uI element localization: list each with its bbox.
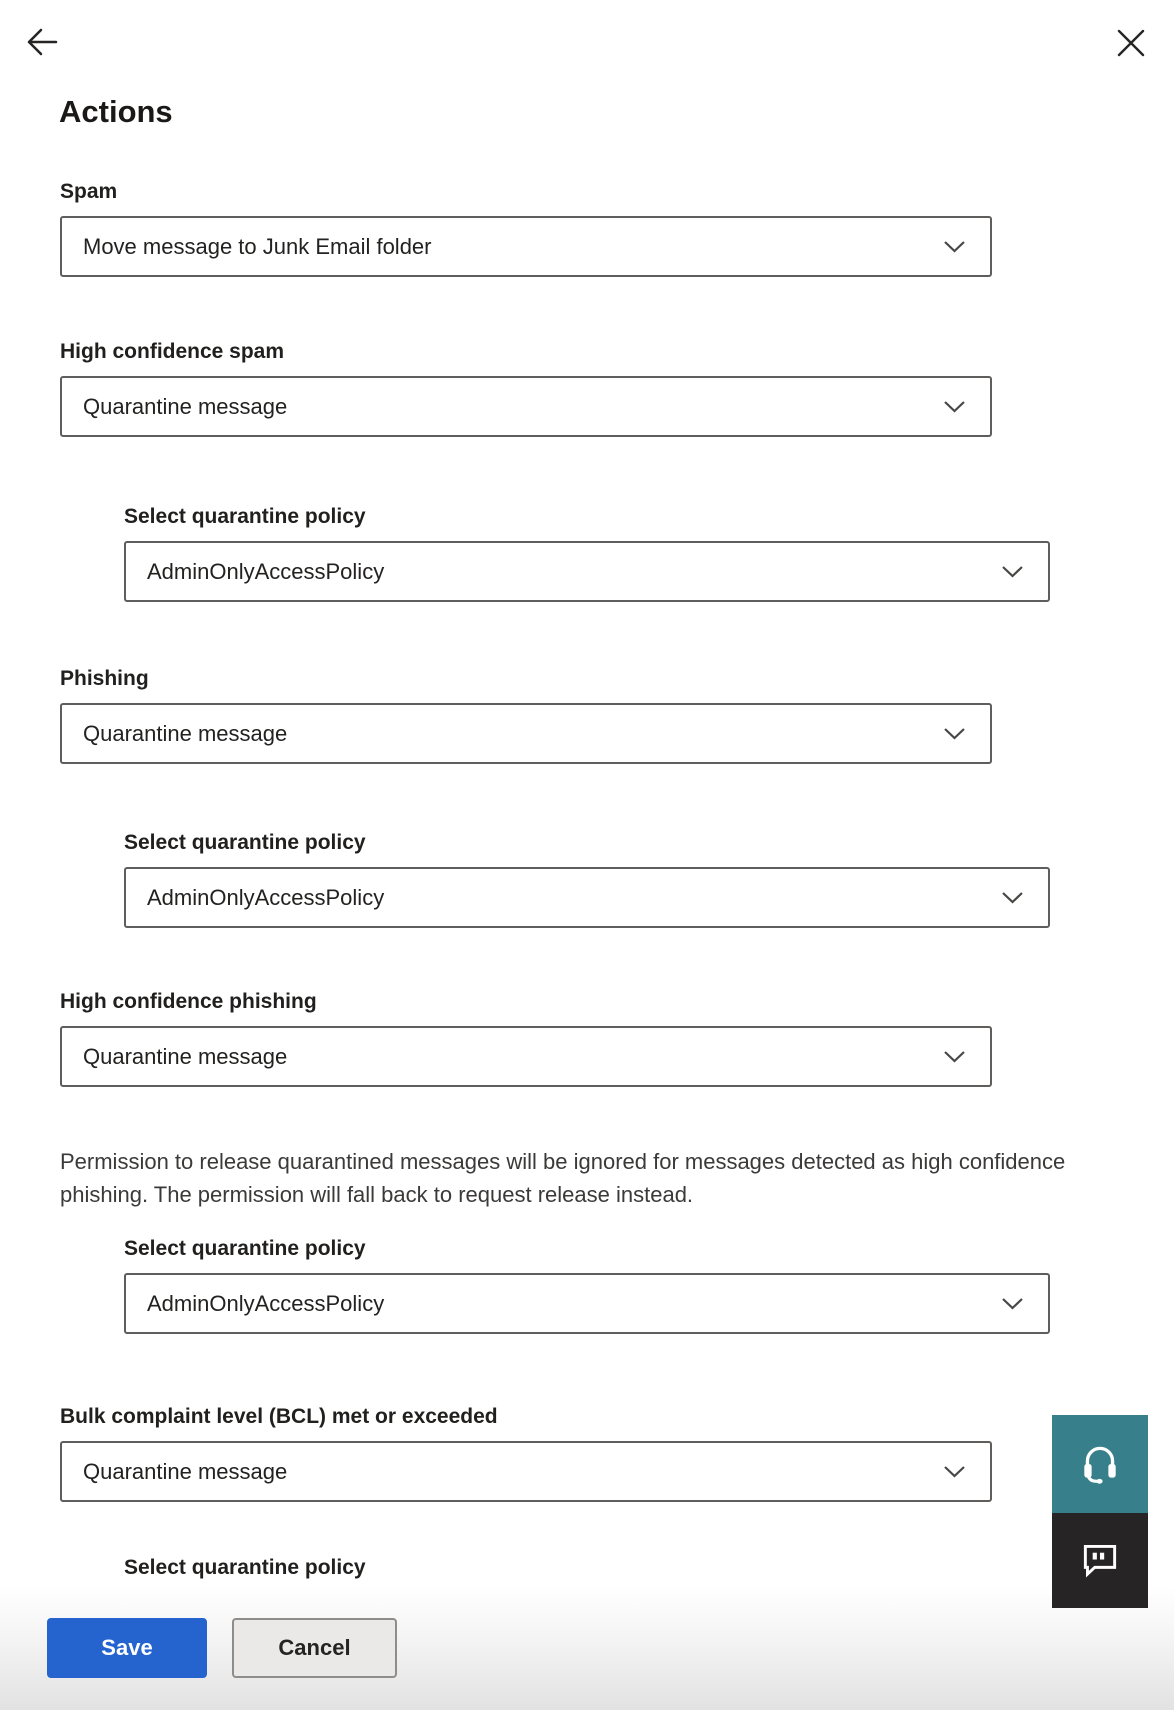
chevron-down-icon (943, 1465, 966, 1478)
field-label: High confidence phishing (60, 990, 317, 1013)
bcl-action-dropdown[interactable] (60, 1441, 992, 1502)
close-icon (1116, 46, 1146, 61)
field-label: High confidence spam (60, 340, 285, 363)
close-button[interactable] (1114, 26, 1148, 60)
field-label: Spam (60, 180, 118, 203)
field-high-confidence-phishing (60, 988, 992, 1069)
chevron-down-icon (1001, 1297, 1024, 1310)
field-high-confidence-spam (60, 338, 992, 419)
field-hcp-quarantine-policy (124, 1235, 1050, 1316)
field-phishing-quarantine-policy (124, 829, 1050, 910)
field-label: Select quarantine policy (124, 831, 366, 854)
high-confidence-phishing-action-dropdown[interactable] (60, 1026, 992, 1087)
dropdown-value: Quarantine message (83, 393, 288, 419)
chevron-down-icon (943, 727, 966, 740)
chevron-down-icon (943, 400, 966, 413)
dropdown-value: AdminOnlyAccessPolicy (147, 884, 385, 910)
dropdown-value: Quarantine message (83, 1043, 288, 1069)
phishing-quarantine-policy-dropdown[interactable] (124, 867, 1050, 928)
dropdown-value: Quarantine message (83, 720, 288, 746)
page-title: Actions (59, 94, 173, 129)
field-label: Phishing (60, 667, 149, 690)
bcl-quarantine-policy-label-clipped: Select quarantine policy (124, 1556, 366, 1579)
chat-bubble-icon (1077, 1536, 1123, 1585)
dropdown-value: AdminOnlyAccessPolicy (147, 1290, 385, 1316)
field-label: Select quarantine policy (124, 505, 366, 528)
save-button[interactable]: Save (47, 1618, 207, 1678)
help-button[interactable] (1052, 1415, 1148, 1513)
field-label: Select quarantine policy (124, 1237, 366, 1260)
chevron-down-icon (943, 1050, 966, 1063)
chevron-down-icon (1001, 891, 1024, 904)
feedback-button[interactable] (1052, 1513, 1148, 1608)
chevron-down-icon (943, 240, 966, 253)
high-confidence-phishing-note: Permission to release quarantined messages will be ignored for messages detected as high confidence phishing. The permission will fall back to request release instead. (60, 1149, 1066, 1207)
back-arrow-icon (25, 47, 59, 62)
field-spam (60, 178, 992, 259)
dropdown-value: AdminOnlyAccessPolicy (147, 558, 385, 584)
dropdown-value: Quarantine message (83, 1458, 288, 1484)
phishing-action-dropdown[interactable] (60, 703, 992, 764)
cancel-button[interactable]: Cancel (232, 1618, 397, 1678)
high-confidence-spam-action-dropdown[interactable] (60, 376, 992, 437)
back-button[interactable] (24, 24, 60, 60)
hcs-quarantine-policy-dropdown[interactable] (124, 541, 1050, 602)
field-phishing (60, 665, 992, 746)
dropdown-value: Move message to Junk Email folder (83, 233, 432, 259)
headset-icon (1077, 1440, 1123, 1489)
field-hcs-quarantine-policy (124, 503, 1050, 584)
field-bcl (60, 1403, 992, 1484)
footer-bar (0, 1586, 1174, 1710)
chevron-down-icon (1001, 565, 1024, 578)
field-label: Bulk complaint level (BCL) met or exceeded (60, 1405, 498, 1428)
hcp-quarantine-policy-dropdown[interactable] (124, 1273, 1050, 1334)
spam-action-dropdown[interactable] (60, 216, 992, 277)
